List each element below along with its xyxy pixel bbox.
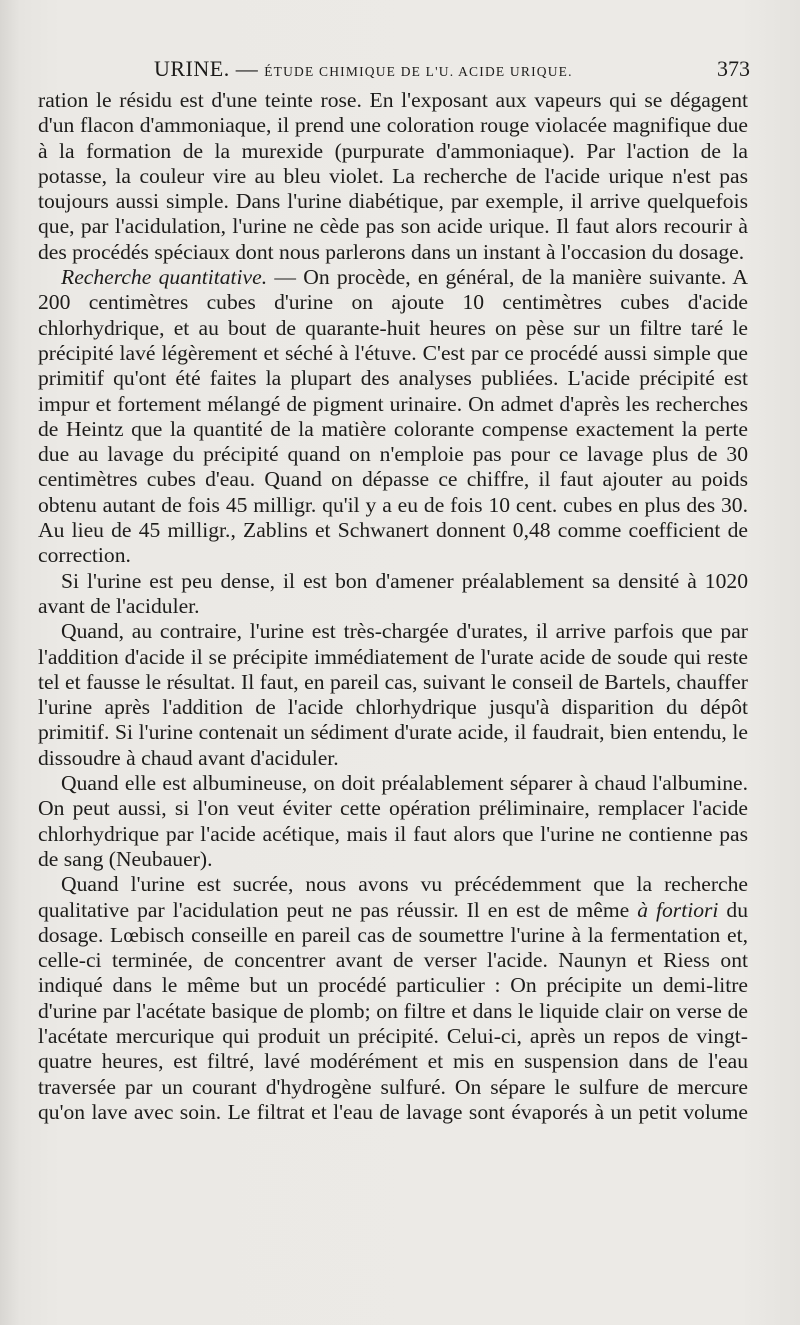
- paragraph-3: Si l'urine est peu dense, il est bon d'amener préalablement sa densité à 1020 avant de l'aciduler.: [38, 568, 748, 618]
- running-title-main: URINE. —: [154, 56, 259, 81]
- body-text: [38, 88, 748, 1125]
- paragraph-2-lead: Recherche quantitative.: [61, 265, 268, 290]
- paragraph-6-after: du dosage. Lœbisch conseille en pareil cas de soumettre l'urine à la fermentation et, celle-ci terminée, de concentrer avant de verser l'acide. Naunyn et Riess ont indiqué dans le même but un procédé particulier : On précipite un demi-litre d'urine par l'acétate basique de plomb; on filtre et dans le liquide clair on verse de l'acétate mercurique qui produit un précipité. Celui-ci, après un repos de vingt-quatre heures, est filtré, lavé modérément et mis en suspension dans de l'eau traversée par un courant d'hydrogène sulfuré. On sépare le sulfure de mercure qu'on lave avec soin. Le filtrat et l'eau de lavage sont évaporés à un petit volume: [38, 897, 748, 1124]
- paragraph-1: ration le résidu est d'une teinte rose. En l'exposant aux vapeurs qui se dégagent d'un flacon d'ammoniaque, il prend une coloration rouge violacée magnifique due à la formation de la murexide (purpurate d'ammoniaque). Par l'action de la potasse, la couleur vire au bleu violet. La recherche de l'acide urique n'est pas toujours aussi simple. Dans l'urine diabétique, par exemple, il arrive quelquefois que, par l'acidulation, l'urine ne cède pas son acide urique. Il faut alors recourir à des procédés spéciaux dont nous parlerons dans un instant à l'occasion du dosage.: [38, 88, 748, 264]
- section-title: ÉTUDE CHIMIQUE DE L'U. ACIDE URIQUE.: [264, 64, 573, 79]
- paragraph-4: Quand, au contraire, l'urine est très-chargée d'urates, il arrive parfois que par l'addition d'acide il se précipite immédiatement de l'urate acide de soude qui reste tel et fausse le résultat. Il faut, en pareil cas, suivant le conseil de Bartels, chauffer l'urine après l'addition de l'acide chlorhydrique jusqu'à disparition du dépôt primitif. Si l'urine contenait un sédiment d'urate acide, il faudrait, bien entendu, le dissoudre à chaud avant d'aciduler.: [38, 619, 748, 770]
- paragraph-6-italic: à fortiori: [637, 897, 719, 922]
- page-header: [38, 56, 750, 90]
- paragraph-6: [38, 872, 748, 1125]
- paragraph-2-text: — On procède, en général, de la manière suivante. A 200 centimètres cubes d'urine on ajoute 10 centimètres cubes d'acide chlorhydrique, et au bout de quarante-huit heures on pèse sur un filtre taré le précipité lavé légèrement et séché à l'étuve. C'est par ce procédé aussi simple que primitif qu'ont été faites la plupart des analyses publiées. L'acide précipité est impur et fortement mélangé de pigment urinaire. On admet d'après les recherches de Heintz que la quantité de la matière colorante compense exactement la perte due au lavage du précipité quand on n'emploie pas pour ce lavage plus de 30 centimètres cubes d'eau. Quand on dépasse ce chiffre, il faut ajouter au poids obtenu autant de fois 45 milligr. qu'il y a eu de fois 10 cent. cubes en plus des 30. Au lieu de 45 milligr., Zablins et Schwanert donnent 0,48 comme coefficient de correction.: [38, 265, 748, 568]
- paragraph-6-before: Quand l'urine est sucrée, nous avons vu précédemment que la recherche qualitative par l'acidulation peut ne pas réussir. Il en est de même: [38, 872, 748, 922]
- page-number: 373: [717, 56, 750, 81]
- paragraph-5: Quand elle est albumineuse, on doit préalablement séparer à chaud l'albumine. On peut aussi, si l'on veut éviter cette opération préliminaire, remplacer l'acide chlorhydrique par l'acide acétique, mais il faut alors que l'urine ne contienne pas de sang (Neubauer).: [38, 771, 748, 871]
- running-title: [154, 56, 573, 82]
- paragraph-2: [38, 265, 748, 569]
